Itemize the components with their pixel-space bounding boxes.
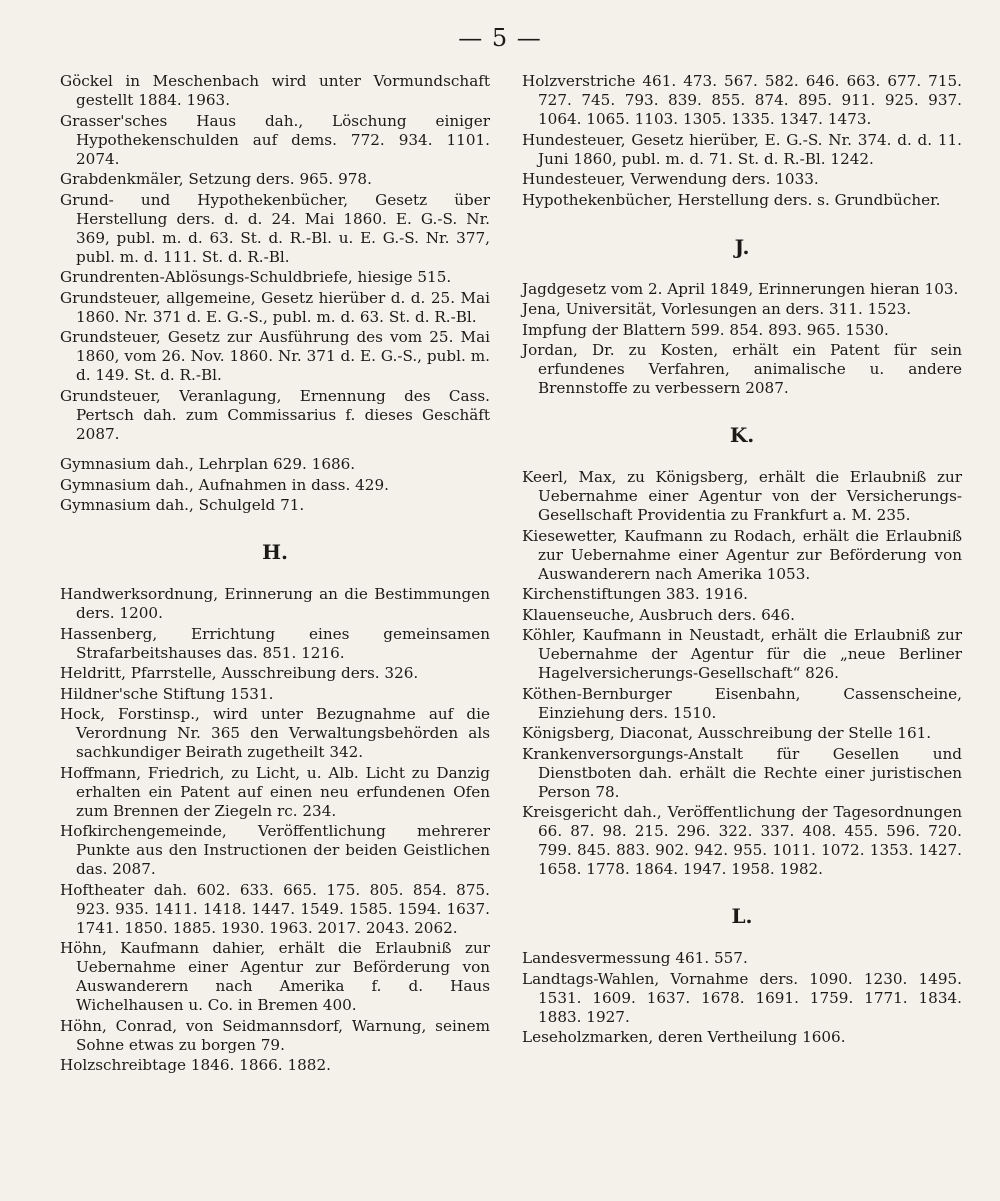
section-k-entries	[522, 468, 962, 879]
index-entry: Klauenseuche, Ausbruch ders. 646.	[522, 605, 795, 624]
index-entry: Grasser'sches Haus dah., Löschung einiger Hypothekenschulden auf dems. 772. 934. 1101. 2074.	[60, 111, 490, 168]
left-column	[60, 72, 490, 1077]
index-entry: Hildner'sche Stiftung 1531.	[60, 684, 274, 703]
section-h-entries	[60, 585, 490, 1075]
index-entry: Handwerksordnung, Erinnerung an die Bestimmungen ders. 1200.	[60, 585, 490, 622]
index-entry: Hundesteuer, Verwendung ders. 1033.	[522, 170, 819, 188]
page-number: — 5 —	[458, 24, 542, 52]
right-column	[522, 72, 962, 1049]
section-heading-j: J.	[734, 234, 750, 259]
index-entry: Heldritt, Pfarrstelle, Ausschreibung ders. 326.	[60, 664, 419, 682]
index-entry: Grundsteuer, Gesetz zur Ausführung des vom 25. Mai 1860, vom 26. Nov. 1860. Nr. 371 d. E. G.-S., publ. m. d. 149. St. d. R.-Bl.	[60, 328, 490, 384]
index-entry: Köthen-Bernburger Eisenbahn, Cassenscheine, Einziehung ders. 1510.	[522, 684, 962, 722]
index-entry: Höhn, Kaufmann dahier, erhält die Erlaubniß zur Uebernahme einer Agentur zur Beförderung von Auswanderern nach Amerika f. d. Haus Wichelhausen u. Co. in Bremen 400.	[60, 939, 490, 1014]
index-entry: Hock, Forstinsp., wird unter Bezugnahme auf die Verordnung Nr. 365 den Verwaltungsbehörden als sachkundiger Beirath zugetheilt 342.	[60, 705, 490, 761]
index-entry: Holzverstriche 461. 473. 567. 582. 646. 663. 677. 715. 727. 745. 793. 839. 855. 874. 895. 911. 925. 937. 1064. 1065. 1103. 1305. 1335. 1347. 1473.	[522, 72, 962, 128]
index-entry: Impfung der Blattern 599. 854. 893. 965. 1530.	[522, 320, 889, 339]
index-entry: Grundsteuer, Veranlagung, Ernennung des Cass. Pertsch dah. zum Commissarius f. dieses Geschäft 2087.	[60, 386, 490, 443]
index-entry: Holzschreibtage 1846. 1866. 1882.	[60, 1056, 331, 1074]
section-h-cont-entries	[522, 72, 962, 210]
index-entry: Köhler, Kaufmann in Neustadt, erhält die Erlaubniß zur Uebernahme der Agentur für die „neue Berliner Hagelversicherungs-Gesellschaft“ 826.	[522, 626, 962, 682]
index-entry: Gymnasium dah., Lehrplan 629. 1686.	[60, 455, 356, 473]
index-entry: Jagdgesetz vom 2. April 1849, Erinnerungen hieran 103.	[522, 279, 959, 298]
index-entry: Landesvermessung 461. 557.	[522, 949, 748, 967]
index-entry: Hundesteuer, Gesetz hierüber, E. G.-S. Nr. 374. d. d. 11. Juni 1860, publ. m. d. 71. St. d. R.-Bl. 1242.	[522, 130, 962, 168]
section-heading-k: K.	[729, 423, 755, 447]
index-entry: Jena, Universität, Vorlesungen an ders. 311. 1523.	[522, 300, 912, 318]
section-heading-h: H.	[262, 540, 288, 564]
index-entry: Gymnasium dah., Aufnahmen in dass. 429.	[60, 475, 389, 494]
index-entry: Höhn, Conrad, von Seidmannsdorf, Warnung, seinem Sohne etwas zu borgen 79.	[60, 1016, 490, 1054]
index-entry: Göckel in Meschenbach wird unter Vormundschaft gestellt 1884. 1963.	[60, 72, 490, 109]
index-entry: Königsberg, Diaconat, Ausschreibung der Stelle 161.	[522, 724, 932, 742]
index-entry: Hoftheater dah. 602. 633. 665. 175. 805. 854. 875. 923. 935. 1411. 1418. 1447. 1549. 1585. 1594. 1637. 1741. 1850. 1885. 1930. 1963. 2017. 2043. 2062.	[60, 880, 490, 937]
index-entry: Leseholzmarken, deren Vertheilung 1606.	[522, 1028, 846, 1046]
index-entry: Kreisgericht dah., Veröffentlichung der Tagesordnungen 66. 87. 98. 215. 296. 322. 337. 408. 455. 596. 720. 799. 845. 883. 902. 942. 955. 1011. 1072. 1353. 1427. 1658. 1778. 1864. 1947. 1958. 1982.	[522, 803, 962, 878]
index-entry: Landtags-Wahlen, Vornahme ders. 1090. 1230. 1495. 1531. 1609. 1637. 1678. 1691. 1759. 1771. 1834. 1883. 1927.	[522, 969, 962, 1026]
section-g-entries	[60, 72, 490, 444]
section-j-entries	[522, 280, 962, 399]
section-g-gymnasium-entries	[60, 455, 490, 515]
index-entry: Krankenversorgungs-Anstalt für Gesellen und Dienstboten dah. erhält die Rechte einer juristischen Person 78.	[522, 744, 962, 801]
index-entry: Hoffmann, Friedrich, zu Licht, u. Alb. Licht zu Danzig erhalten ein Patent auf einen neu erfundenen Ofen zum Brennen der Ziegeln rc. 234.	[60, 763, 490, 820]
index-entry: Grabdenkmäler, Setzung ders. 965. 978.	[60, 170, 372, 188]
index-entry: Grund- und Hypothekenbücher, Gesetz über Herstellung ders. d. d. 24. Mai 1860. E. G.-S. Nr. 369, publ. m. d. 63. St. d. R.-Bl. u. E. G.-S. Nr. 377, publ. m. d. 111. St. d. R.-Bl.	[60, 190, 490, 266]
index-entry: Kirchenstiftungen 383. 1916.	[522, 585, 749, 603]
index-entry: Keerl, Max, zu Königsberg, erhält die Erlaubniß zur Uebernahme einer Agentur von der Versicherungs-Gesellschaft Providentia zu Frankfurt a. M. 235.	[522, 468, 962, 524]
section-heading-l: L.	[731, 904, 753, 928]
index-entry: Hofkirchengemeinde, Veröffentlichung mehrerer Punkte aus den Instructionen der beiden Geistlichen das. 2087.	[60, 822, 490, 878]
section-l-entries	[522, 949, 962, 1047]
index-entry: Jordan, Dr. zu Kosten, erhält ein Patent für sein erfundenes Verfahren, animalische u. andere Brennstoffe zu verbessern 2087.	[522, 341, 962, 397]
index-entry: Kiesewetter, Kaufmann zu Rodach, erhält die Erlaubniß zur Uebernahme einer Agentur zur Beförderung von Auswanderern nach Amerika 1053.	[522, 526, 962, 583]
spacer	[60, 445, 490, 455]
index-entry: Hassenberg, Errichtung eines gemeinsamen Strafarbeitshauses das. 851. 1216.	[60, 624, 490, 662]
index-entry: Gymnasium dah., Schulgeld 71.	[60, 496, 305, 514]
index-entry: Hypothekenbücher, Herstellung ders. s. Grundbücher.	[522, 190, 941, 209]
index-entry: Grundsteuer, allgemeine, Gesetz hierüber d. d. 25. Mai 1860. Nr. 371 d. E. G.-S., publ. m. d. 63. St. d. R.-Bl.	[60, 288, 490, 326]
index-entry: Grundrenten-Ablösungs-Schuldbriefe, hiesige 515.	[60, 268, 452, 286]
